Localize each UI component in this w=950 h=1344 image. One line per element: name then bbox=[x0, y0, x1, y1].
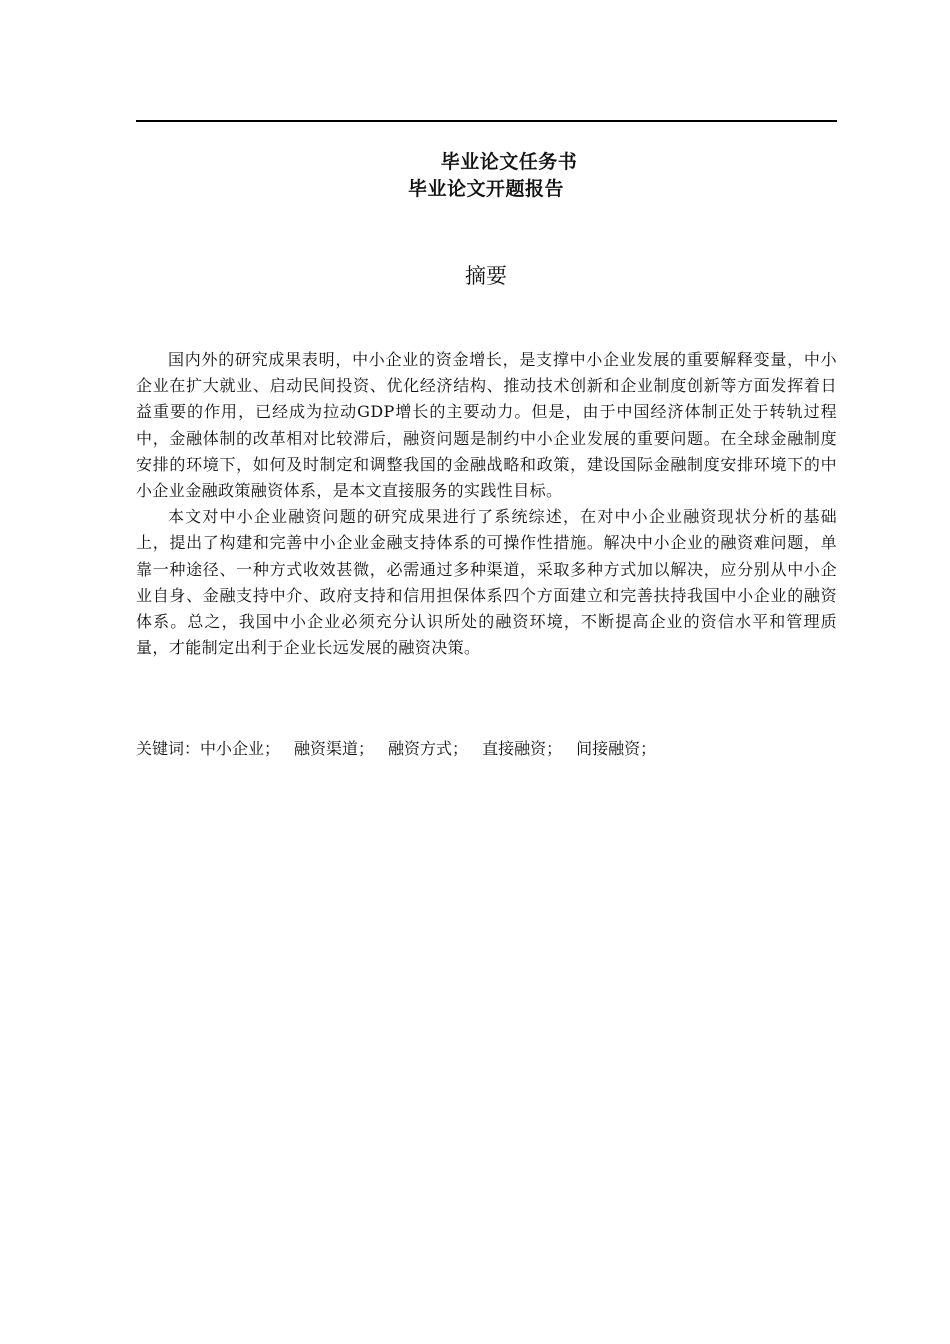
keyword-item: 融资渠道； bbox=[294, 739, 375, 758]
keywords-label: 关键词： bbox=[136, 739, 201, 758]
abstract-body bbox=[136, 347, 837, 661]
keyword-item: 融资方式； bbox=[388, 739, 469, 758]
document-title-task: 毕业论文任务书 bbox=[440, 151, 578, 173]
abstract-heading: 摘要 bbox=[465, 264, 507, 288]
keyword-item: 直接融资； bbox=[482, 739, 563, 758]
keyword-item: 中小企业； bbox=[200, 739, 281, 758]
keywords-line bbox=[136, 736, 837, 762]
keyword-item: 间接融资； bbox=[576, 739, 657, 758]
abstract-paragraph-2: 本文对中小企业融资问题的研究成果进行了系统综述，在对中小企业融资现状分析的基础上，提出了构建和完善中小企业金融支持体系的可操作性措施。解决中小企业的融资难问题，单靠一种途径、一种方式收效甚微，必需通过多种渠道，采取多种方式加以解决，应分别从中小企业自身、金融支持中介、政府支持和信用担保体系四个方面建立和完善扶持我国中小企业的融资体系。总之，我国中小企业必须充分认识所处的融资环境，不断提高企业的资信水平和管理质量，才能制定出利于企业长远发展的融资决策。 bbox=[136, 507, 837, 658]
document-title-proposal: 毕业论文开题报告 bbox=[407, 178, 564, 200]
header-rule bbox=[136, 120, 837, 122]
abstract-paragraph-1: 国内外的研究成果表明，中小企业的资金增长，是支撑中小企业发展的重要解释变量，中小企业在扩大就业、启动民间投资、优化经济结构、推动技术创新和企业制度创新等方面发挥着日益重要的作用，已经成为拉动GDP增长的主要动力。但是，由于中国经济体制正处于转轨过程中，金融体制的改革相对比较滞后，融资问题是制约中小企业发展的重要问题。在全球金融制度安排的环境下，如何及时制定和调整我国的金融战略和政策，建设国际金融制度安排环境下的中小企业金融政策融资体系，是本文直接服务的实践性目标。 bbox=[136, 350, 837, 501]
